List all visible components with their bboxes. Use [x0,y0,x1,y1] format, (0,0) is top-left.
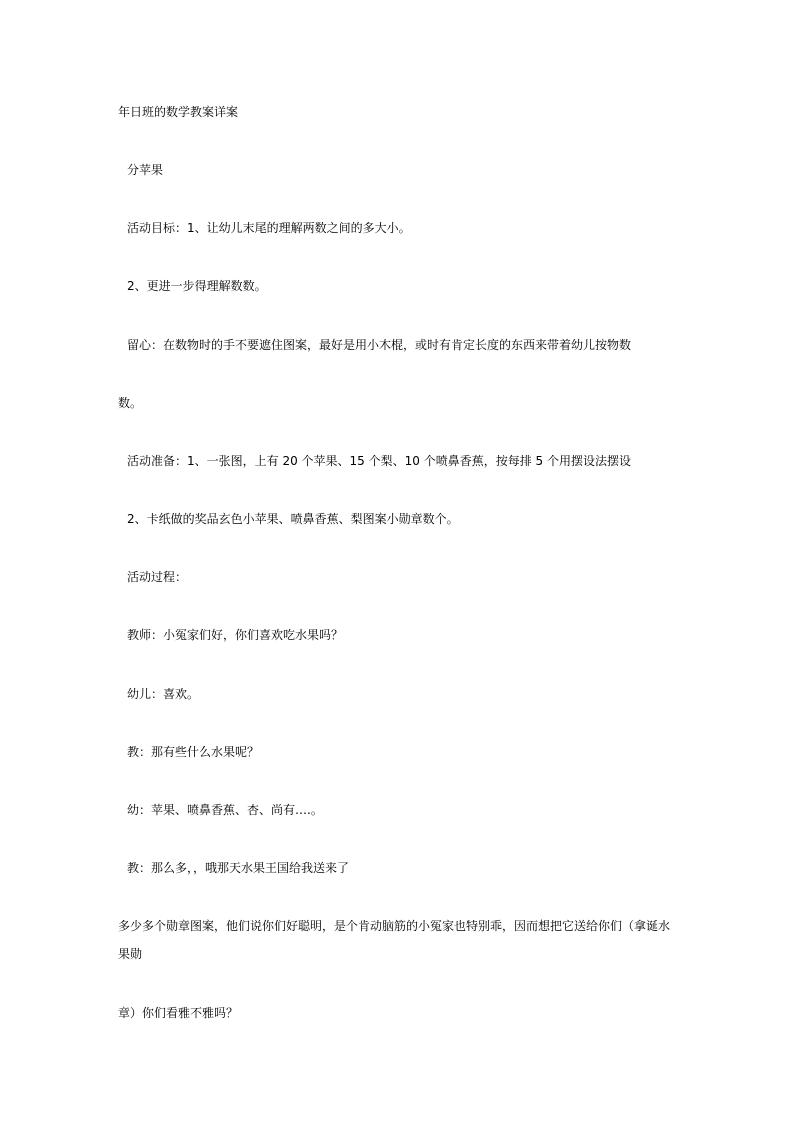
paragraph-line: 2、卡纸做的奖品玄色小苹果、喷鼻香蕉、梨图案小勋章数个。 [127,512,459,526]
paragraph-line: 果勋 [118,947,143,961]
paragraph-line: 活动准备：1、一张图，上有 20 个苹果、15 个梨、10 个喷鼻香蕉，按每排 5 个用摆设法摆设 [127,454,631,468]
section-heading: 分苹果 [127,163,164,177]
paragraph-line: 多少多个勋章图案，他们说你们好聪明，是个肯动脑筋的小冤家也特别乖，因而想把它送给你们（拿诞水 [118,919,671,933]
paragraph-line: 教：那有些什么水果呢？ [127,745,260,759]
paragraph-line: 教：那么多，，哦那天水果王国给我送来了 [127,861,350,875]
paragraph-line: 章）你们看雅不雅吗？ [118,1006,239,1020]
paragraph-line: 幼儿：喜欢。 [127,687,200,701]
paragraph-line: 活动目标：1、让幼儿末尾的理解两数之间的多大小。 [127,221,411,235]
paragraph-line: 教师：小冤家们好，你们喜欢吃水果吗？ [127,628,344,642]
paragraph-line: 数。 [118,396,143,410]
paragraph-line: 活动过程： [127,570,188,584]
document-title: 年日班的数学教案详案 [118,105,239,119]
paragraph-line: 幼：苹果、喷鼻香蕉、杏、尚有….。 [127,803,323,817]
paragraph-line: 2、更进一步得理解数数。 [127,279,267,293]
paragraph-line: 留心：在数物时的手不要遮住图案，最好是用小木棍，或时有肯定长度的东西来带着幼儿按物数 [127,338,632,352]
